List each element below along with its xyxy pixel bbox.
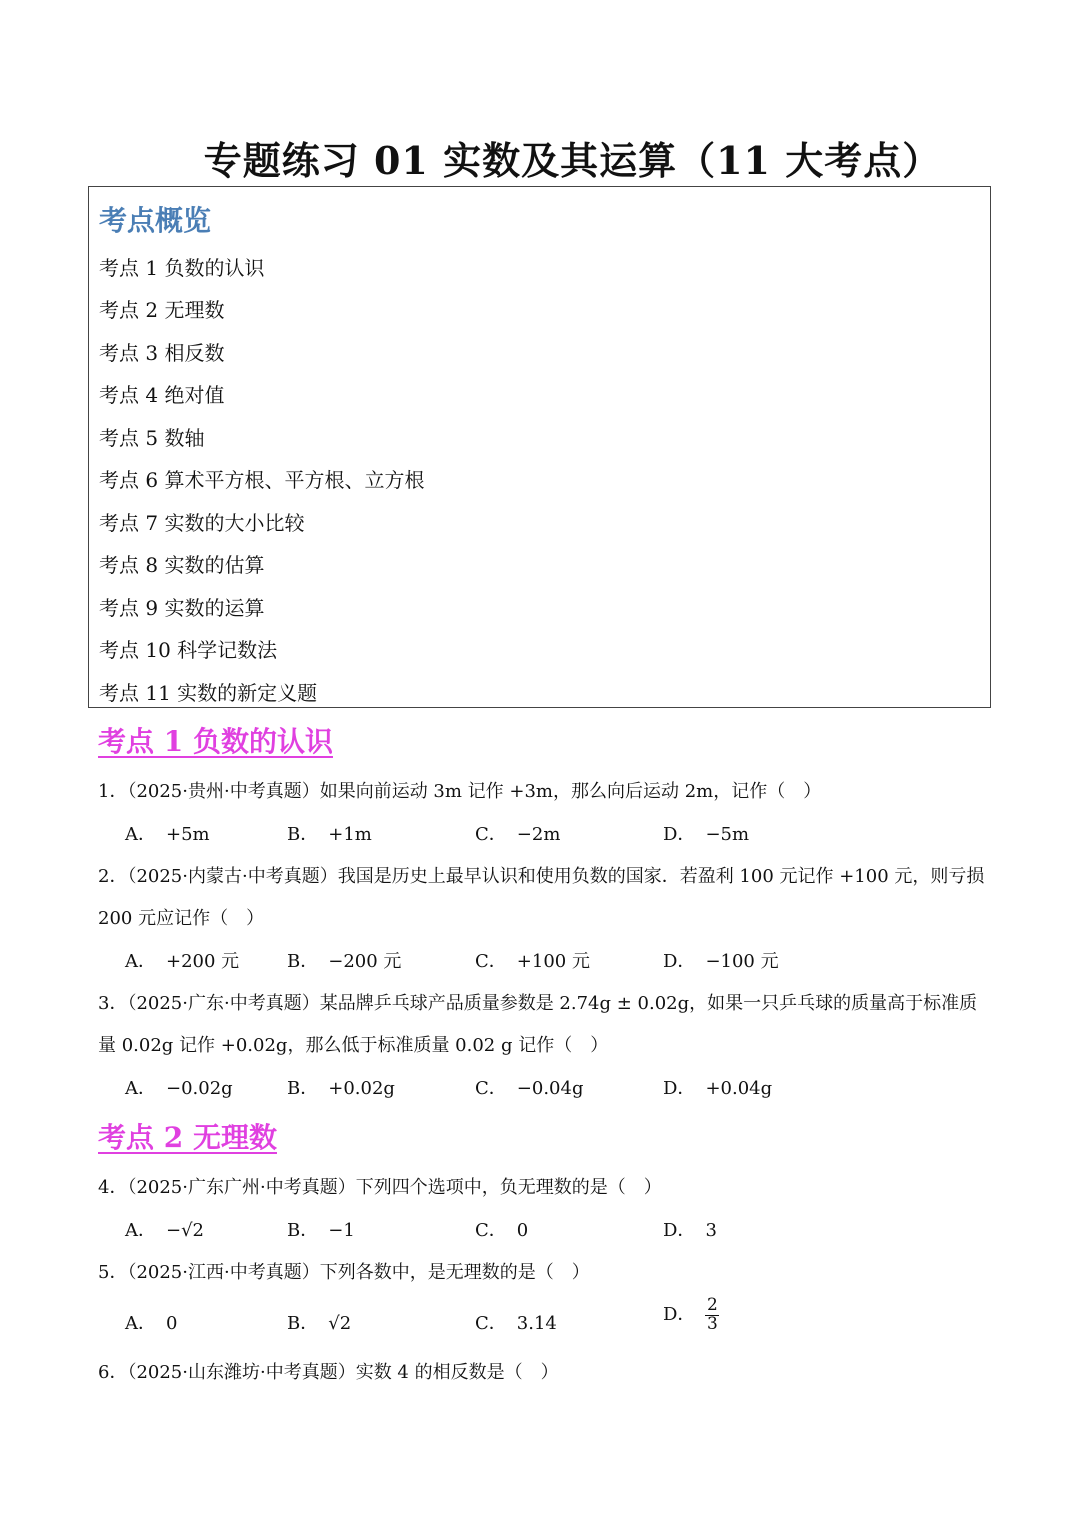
page-title: 专题练习 01 实数及其运算（11 大考点） — [203, 138, 942, 183]
option-d: D． 3 — [663, 1220, 717, 1241]
option-b: B． √2 — [287, 1313, 352, 1334]
overview-box — [88, 186, 991, 708]
question-text: 2．（2025·内蒙古·中考真题）我国是历史上最早认识和使用负数的国家．若盈利 100 元记作 +100 元，则亏损 — [98, 866, 985, 887]
option-a: A． +200 元 — [125, 951, 240, 972]
overview-item: 考点 2 无理数 — [99, 298, 225, 322]
option-b: B． +1m — [287, 824, 372, 845]
question-text: 1．（2025·贵州·中考真题）如果向前运动 3m 记作 +3m，那么向后运动 2m，记作（ ） — [98, 781, 822, 802]
option-a: A． 0 — [125, 1313, 178, 1334]
option-b: B． +0.02g — [287, 1078, 395, 1099]
option-c: C． −0.04g — [475, 1078, 584, 1099]
option-c: C． −2m — [475, 824, 561, 845]
overview-item: 考点 7 实数的大小比较 — [99, 511, 305, 535]
section-heading: 考点 2 无理数 — [98, 1121, 277, 1154]
overview-item: 考点 8 实数的估算 — [99, 553, 265, 577]
option-c: C． +100 元 — [475, 951, 590, 972]
fraction-numerator: 2 — [707, 1295, 718, 1315]
question-text: 6．（2025·山东潍坊·中考真题）实数 4 的相反数是（ ） — [98, 1362, 559, 1383]
option-a: A． −√2 — [125, 1220, 205, 1241]
option-d: D． $\frac{2}{3}$ — [663, 1295, 718, 1334]
question-text: 5．（2025·江西·中考真题）下列各数中，是无理数的是（ ） — [98, 1262, 590, 1283]
option-d: D． −5m — [663, 824, 750, 845]
fraction-denominator: 3 — [707, 1313, 718, 1334]
fraction — [705, 1297, 719, 1334]
question-text: 4．（2025·广东广州·中考真题）下列四个选项中，负无理数的是（ ） — [98, 1177, 662, 1198]
option-c: C． 0 — [475, 1220, 529, 1241]
option-d: D． −100 元 — [663, 951, 779, 972]
overview-item: 考点 6 算术平方根、平方根、立方根 — [99, 468, 425, 492]
option-a: A． +5m — [125, 824, 210, 845]
overview-item: 考点 11 实数的新定义题 — [99, 681, 318, 705]
option-c: C． 3.14 — [475, 1313, 557, 1334]
option-d: D． +0.04g — [663, 1078, 773, 1099]
overview-item: 考点 9 实数的运算 — [99, 596, 265, 620]
overview-heading: 考点概览 — [99, 204, 212, 237]
option-b: B． −1 — [287, 1220, 355, 1241]
section-heading: 考点 1 负数的认识 — [98, 725, 333, 758]
overview-item: 考点 4 绝对值 — [99, 383, 225, 407]
overview-item: 考点 5 数轴 — [99, 426, 205, 450]
question-text: 量 0.02g 记作 +0.02g，那么低于标准质量 0.02 g 记作（ ） — [98, 1035, 609, 1056]
question-text: 3．（2025·广东·中考真题）某品牌乒乓球产品质量参数是 2.74g ± 0.02g，如果一只乒乓球的质量高于标准质 — [98, 993, 978, 1014]
question-text: 200 元应记作（ ） — [98, 908, 265, 929]
overview-item: 考点 3 相反数 — [99, 341, 225, 365]
overview-item: 考点 1 负数的认识 — [99, 256, 265, 280]
option-b: B． −200 元 — [287, 951, 402, 972]
option-a: A． −0.02g — [125, 1078, 233, 1099]
overview-item: 考点 10 科学记数法 — [99, 638, 278, 662]
